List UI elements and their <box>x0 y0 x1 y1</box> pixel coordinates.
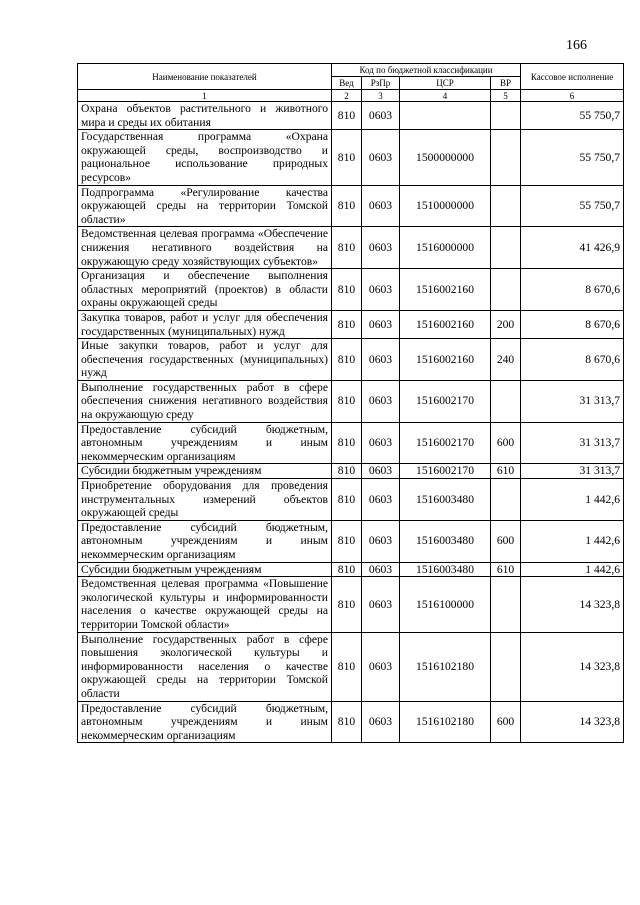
row-csr: 1516002170 <box>400 422 491 464</box>
row-csr: 1516002160 <box>400 269 491 311</box>
column-number: 5 <box>491 90 521 102</box>
row-name: Субсидии бюджетным учреждениям <box>78 562 332 577</box>
header-rzpr: РзПр <box>362 77 400 90</box>
row-csr: 1516002170 <box>400 464 491 479</box>
row-amount: 8 670,6 <box>521 339 624 381</box>
row-amount: 31 313,7 <box>521 380 624 422</box>
budget-table <box>77 63 624 743</box>
row-vr: 600 <box>491 422 521 464</box>
row-csr: 1516100000 <box>400 577 491 632</box>
table-row <box>78 227 624 269</box>
table-row <box>78 562 624 577</box>
row-name: Ведомственная целевая программа «Повышение экологической культуры и информированности населения о качестве окружающей среды на территории Томской области» <box>78 577 332 632</box>
row-ved: 810 <box>332 562 362 577</box>
table-row <box>78 632 624 701</box>
column-number: 6 <box>521 90 624 102</box>
row-rzpr: 0603 <box>362 577 400 632</box>
row-amount: 1 442,6 <box>521 479 624 521</box>
row-rzpr: 0603 <box>362 701 400 743</box>
row-ved: 810 <box>332 422 362 464</box>
row-rzpr: 0603 <box>362 339 400 381</box>
row-rzpr: 0603 <box>362 130 400 185</box>
row-rzpr: 0603 <box>362 227 400 269</box>
row-name: Закупка товаров, работ и услуг для обеспечения государственных (муниципальных) нужд <box>78 310 332 338</box>
header-csr: ЦСР <box>400 77 491 90</box>
header-name: Наименование показателей <box>78 64 332 90</box>
column-number: 3 <box>362 90 400 102</box>
row-rzpr: 0603 <box>362 102 400 130</box>
table-row <box>78 339 624 381</box>
page-number: 166 <box>566 38 587 53</box>
row-csr: 1516102180 <box>400 632 491 701</box>
row-rzpr: 0603 <box>362 185 400 227</box>
row-amount: 31 313,7 <box>521 422 624 464</box>
row-name: Организация и обеспечение выполнения областных мероприятий (проектов) в области охраны окружающей среды <box>78 269 332 311</box>
table-row <box>78 380 624 422</box>
row-name: Субсидии бюджетным учреждениям <box>78 464 332 479</box>
row-ved: 810 <box>332 269 362 311</box>
row-ved: 810 <box>332 102 362 130</box>
row-amount: 1 442,6 <box>521 520 624 562</box>
table-row <box>78 479 624 521</box>
table-row <box>78 701 624 743</box>
row-rzpr: 0603 <box>362 310 400 338</box>
row-name: Предоставление субсидий бюджетным, автономным учреждениям и иным некоммерческим организациям <box>78 520 332 562</box>
row-rzpr: 0603 <box>362 464 400 479</box>
row-amount: 14 323,8 <box>521 701 624 743</box>
row-csr: 1516002160 <box>400 310 491 338</box>
row-vr: 240 <box>491 339 521 381</box>
row-name: Государственная программа «Охрана окружающей среды, воспроизводство и рациональное использование природных ресурсов» <box>78 130 332 185</box>
row-csr: 1510000000 <box>400 185 491 227</box>
row-amount: 14 323,8 <box>521 632 624 701</box>
row-csr: 1516002160 <box>400 339 491 381</box>
row-csr: 1516102180 <box>400 701 491 743</box>
table-row <box>78 185 624 227</box>
column-number: 2 <box>332 90 362 102</box>
row-amount: 8 670,6 <box>521 310 624 338</box>
column-number: 1 <box>78 90 332 102</box>
row-vr: 200 <box>491 310 521 338</box>
row-amount: 55 750,7 <box>521 102 624 130</box>
row-name: Выполнение государственных работ в сфере обеспечения снижения негативного воздействия на окружающую среду <box>78 380 332 422</box>
row-ved: 810 <box>332 520 362 562</box>
row-name: Предоставление субсидий бюджетным, автономным учреждениям и иным некоммерческим организациям <box>78 701 332 743</box>
row-csr: 1516000000 <box>400 227 491 269</box>
header-vr: ВР <box>491 77 521 90</box>
row-csr: 1516003480 <box>400 562 491 577</box>
row-ved: 810 <box>332 310 362 338</box>
row-rzpr: 0603 <box>362 380 400 422</box>
row-vr <box>491 102 521 130</box>
row-rzpr: 0603 <box>362 479 400 521</box>
row-name: Приобретение оборудования для проведения инструментальных измерений объектов окружающей среды <box>78 479 332 521</box>
row-amount: 14 323,8 <box>521 577 624 632</box>
row-csr: 1500000000 <box>400 130 491 185</box>
row-name: Иные закупки товаров, работ и услуг для обеспечения государственных (муниципальных) нужд <box>78 339 332 381</box>
row-amount: 55 750,7 <box>521 185 624 227</box>
row-vr <box>491 632 521 701</box>
row-csr: 1516002170 <box>400 380 491 422</box>
table-row <box>78 102 624 130</box>
table-row <box>78 269 624 311</box>
row-rzpr: 0603 <box>362 422 400 464</box>
row-amount: 8 670,6 <box>521 269 624 311</box>
row-amount: 41 426,9 <box>521 227 624 269</box>
row-ved: 810 <box>332 227 362 269</box>
row-rzpr: 0603 <box>362 562 400 577</box>
row-csr: 1516003480 <box>400 479 491 521</box>
row-ved: 810 <box>332 464 362 479</box>
table-row <box>78 464 624 479</box>
row-name: Подпрограмма «Регулирование качества окружающей среды на территории Томской области» <box>78 185 332 227</box>
row-ved: 810 <box>332 632 362 701</box>
header-result: Кассовое исполнение <box>521 64 624 90</box>
row-vr <box>491 185 521 227</box>
row-amount: 1 442,6 <box>521 562 624 577</box>
table-row <box>78 422 624 464</box>
column-number: 4 <box>400 90 491 102</box>
row-ved: 810 <box>332 380 362 422</box>
row-vr: 600 <box>491 701 521 743</box>
table-row <box>78 577 624 632</box>
row-ved: 810 <box>332 185 362 227</box>
row-vr <box>491 269 521 311</box>
row-ved: 810 <box>332 701 362 743</box>
row-name: Охрана объектов растительного и животного мира и среды их обитания <box>78 102 332 130</box>
header-code-group: Код по бюджетной классификации <box>332 64 521 77</box>
row-csr <box>400 102 491 130</box>
row-name: Предоставление субсидий бюджетным, автономным учреждениям и иным некоммерческим организациям <box>78 422 332 464</box>
header-ved: Вед <box>332 77 362 90</box>
table-row <box>78 130 624 185</box>
row-ved: 810 <box>332 577 362 632</box>
row-vr <box>491 227 521 269</box>
row-rzpr: 0603 <box>362 520 400 562</box>
row-vr <box>491 380 521 422</box>
row-vr <box>491 130 521 185</box>
row-amount: 55 750,7 <box>521 130 624 185</box>
row-name: Ведомственная целевая программа «Обеспечение снижения негативного воздействия на окружающую среду хозяйствующих субъектов» <box>78 227 332 269</box>
row-vr <box>491 479 521 521</box>
row-vr <box>491 577 521 632</box>
row-rzpr: 0603 <box>362 269 400 311</box>
row-name: Выполнение государственных работ в сфере повышения экологической культуры и информированности населения о качестве окружающей среды на территории Томской области <box>78 632 332 701</box>
row-ved: 810 <box>332 130 362 185</box>
row-vr: 610 <box>491 464 521 479</box>
row-ved: 810 <box>332 479 362 521</box>
row-vr: 600 <box>491 520 521 562</box>
row-rzpr: 0603 <box>362 632 400 701</box>
table-row <box>78 520 624 562</box>
row-amount: 31 313,7 <box>521 464 624 479</box>
row-vr: 610 <box>491 562 521 577</box>
row-csr: 1516003480 <box>400 520 491 562</box>
row-ved: 810 <box>332 339 362 381</box>
table-row <box>78 310 624 338</box>
